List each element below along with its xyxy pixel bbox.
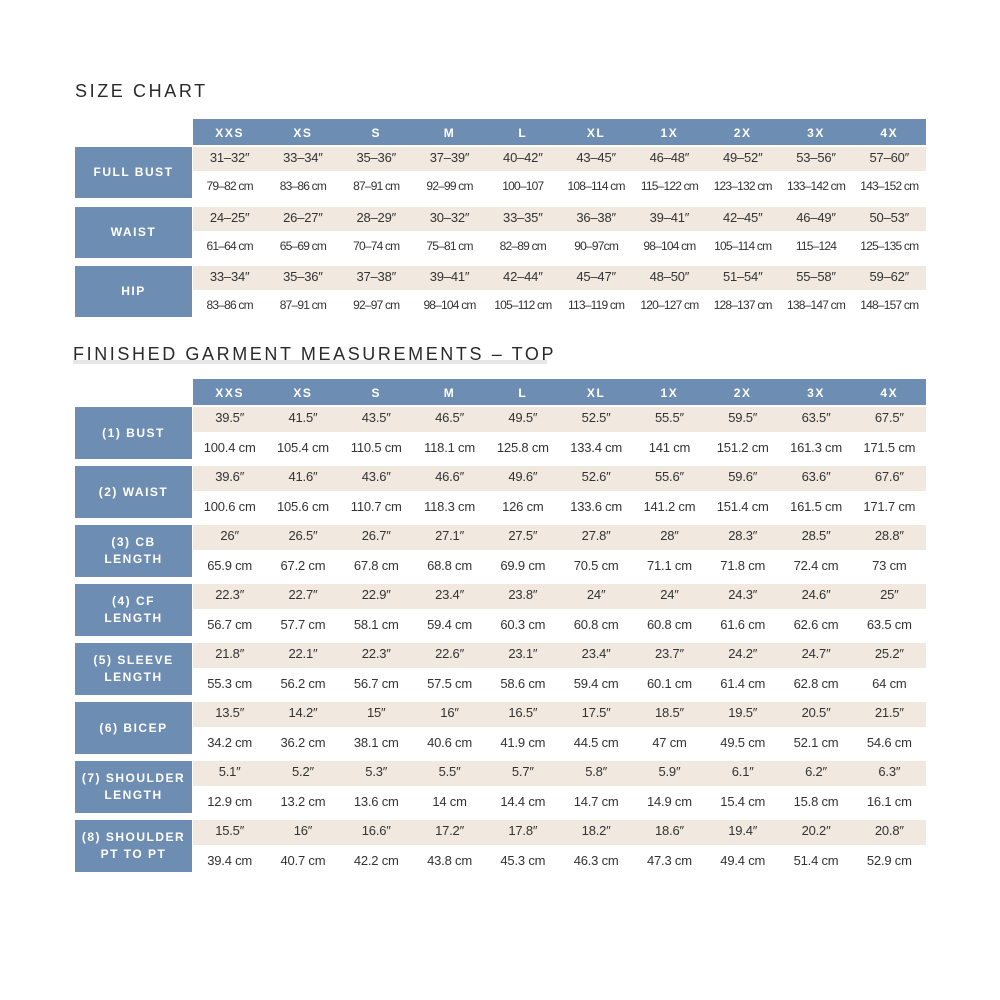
inches-row xyxy=(193,761,926,786)
cm-cell: 56.2 cm xyxy=(280,676,326,691)
cm-row xyxy=(193,845,926,872)
inches-cell: 45–47″ xyxy=(576,269,616,284)
cm-cell: 60.8 cm xyxy=(647,617,692,632)
cm-cell: 133.6 cm xyxy=(570,499,623,514)
inches-cell: 27.1″ xyxy=(435,528,464,543)
inches-cell: 5.2″ xyxy=(292,764,314,779)
inches-cell: 28.5″ xyxy=(801,528,831,543)
cm-cell: 60.1 cm xyxy=(647,676,692,691)
cm-cell: 83–86 cm xyxy=(279,179,327,193)
cm-cell: 65–69 cm xyxy=(279,238,327,253)
cm-cell: 13.6 cm xyxy=(353,794,399,809)
cm-cell: 64 cm xyxy=(872,676,907,691)
inches-cell: 5.5″ xyxy=(438,764,461,779)
cm-cell: 70.5 cm xyxy=(573,558,619,573)
inches-cell: 15″ xyxy=(367,705,386,720)
cm-cell: 105–112 cm xyxy=(494,298,552,312)
inches-cell: 13.5″ xyxy=(215,705,245,720)
inches-cell: 16″ xyxy=(293,823,313,838)
cm-cell: 56.7 cm xyxy=(207,617,253,632)
inches-cell: 17.8″ xyxy=(508,823,538,838)
cm-cell: 68.8 cm xyxy=(427,558,472,573)
inches-cell: 16.5″ xyxy=(508,705,538,720)
inches-row xyxy=(193,820,926,845)
inches-cell: 18.2″ xyxy=(581,823,611,838)
inches-row xyxy=(193,147,926,171)
cm-cell: 47.3 cm xyxy=(647,853,692,868)
inches-cell: 46–48″ xyxy=(649,150,690,165)
cm-cell: 59.4 cm xyxy=(427,617,472,632)
cm-row xyxy=(193,786,926,813)
cm-cell: 79–82 cm xyxy=(206,179,253,193)
cm-cell: 133.4 cm xyxy=(570,440,623,455)
cm-cell: 46.3 cm xyxy=(573,853,619,868)
row-label: (8) SHOULDER PT TO PT xyxy=(75,820,192,872)
cm-cell: 44.5 cm xyxy=(573,735,619,750)
cm-cell: 126 cm xyxy=(502,499,544,514)
measurement-group xyxy=(75,584,926,636)
inches-cell: 25″ xyxy=(880,587,899,602)
inches-row xyxy=(193,584,926,609)
cm-cell: 38.1 cm xyxy=(353,735,399,750)
cm-cell: 72.4 cm xyxy=(793,558,839,573)
row-label: (1) BUST xyxy=(75,407,192,459)
inches-cell: 67.6″ xyxy=(874,469,904,484)
cm-cell: 115–124 xyxy=(795,238,837,253)
cm-cell: 105.4 cm xyxy=(277,440,329,455)
cm-cell: 148–157 cm xyxy=(860,298,919,312)
inches-cell: 23.7″ xyxy=(654,646,684,661)
cm-cell: 12.9 cm xyxy=(207,794,253,809)
inches-cell: 23.4″ xyxy=(581,646,611,661)
inches-cell: 23.8″ xyxy=(508,587,538,602)
inches-cell: 24.2″ xyxy=(728,646,758,661)
cm-cell: 69.9 cm xyxy=(500,558,546,573)
inches-cell: 20.2″ xyxy=(801,823,831,838)
measurement-group xyxy=(75,207,926,258)
row-label: FULL BUST xyxy=(75,147,192,198)
cm-cell: 151.2 cm xyxy=(716,440,769,455)
cm-cell: 41.9 cm xyxy=(500,735,546,750)
inches-cell: 6.3″ xyxy=(878,764,901,779)
cm-cell: 15.4 cm xyxy=(720,794,766,809)
cm-cell: 54.6 cm xyxy=(866,735,912,750)
measurement-group xyxy=(75,643,926,695)
measurement-group xyxy=(75,820,926,872)
cm-cell: 70–74 cm xyxy=(353,238,400,253)
inches-cell: 40–42″ xyxy=(503,150,543,165)
size-header-cell: XS xyxy=(293,126,313,140)
size-header-cell: 1X xyxy=(660,126,679,140)
inches-cell: 46.5″ xyxy=(435,410,464,425)
cm-cell: 14.9 cm xyxy=(647,794,692,809)
cm-cell: 125.8 cm xyxy=(496,440,549,455)
cm-cell: 14.7 cm xyxy=(573,794,619,809)
cm-cell: 100–107 xyxy=(502,179,544,193)
cm-cell: 171.7 cm xyxy=(863,499,916,514)
inches-cell: 23.4″ xyxy=(435,587,464,602)
cm-cell: 71.1 cm xyxy=(647,558,692,573)
cm-cell: 16.1 cm xyxy=(866,794,912,809)
size-header-row xyxy=(193,379,926,405)
inches-cell: 48–50″ xyxy=(649,269,690,284)
cm-cell: 56.7 cm xyxy=(353,676,399,691)
cm-cell: 120–127 cm xyxy=(640,298,699,312)
cm-cell: 105–114 cm xyxy=(714,238,772,253)
size-header-cell: S xyxy=(371,126,382,140)
cm-cell: 171.5 cm xyxy=(863,440,916,455)
size-header-cell: XXS xyxy=(215,386,245,400)
size-header-cell: XS xyxy=(293,386,313,400)
size-header-cell: 2X xyxy=(733,126,752,140)
finished-garment-title: FINISHED GARMENT MEASUREMENTS – TOP xyxy=(73,344,557,364)
inches-cell: 43.6″ xyxy=(361,469,391,484)
size-chart-title: SIZE CHART xyxy=(75,81,208,101)
inches-cell: 49.6″ xyxy=(508,469,538,484)
inches-cell: 24″ xyxy=(586,587,606,602)
cm-cell: 60.3 cm xyxy=(500,617,546,632)
cm-cell: 14 cm xyxy=(432,794,467,809)
inches-cell: 59.6″ xyxy=(728,469,758,484)
inches-cell: 39–41″ xyxy=(649,209,690,225)
inches-cell: 28.3″ xyxy=(728,528,758,543)
cm-cell: 113–119 cm xyxy=(567,298,625,312)
inches-cell: 22.9″ xyxy=(361,587,391,602)
inches-cell: 57–60″ xyxy=(869,150,910,165)
inches-cell: 24–25″ xyxy=(209,209,250,225)
cm-cell: 61–64 cm xyxy=(206,238,253,253)
cm-row xyxy=(193,290,926,317)
cm-cell: 71.8 cm xyxy=(720,558,766,573)
cm-cell: 34.2 cm xyxy=(207,735,253,750)
cm-cell: 138–147 cm xyxy=(786,298,846,312)
cm-cell: 73 cm xyxy=(872,558,907,573)
inches-cell: 28″ xyxy=(660,528,679,543)
inches-cell: 5.1″ xyxy=(218,764,241,779)
measurement-group xyxy=(75,407,926,459)
inches-cell: 15.5″ xyxy=(215,823,245,838)
row-label: WAIST xyxy=(75,207,192,258)
inches-cell: 14.2″ xyxy=(288,705,318,720)
inches-cell: 19.4″ xyxy=(728,823,758,838)
cm-cell: 75–81 cm xyxy=(426,238,473,253)
cm-cell: 100.6 cm xyxy=(203,499,256,514)
cm-cell: 123–132 cm xyxy=(713,179,772,193)
row-label: (5) SLEEVE LENGTH xyxy=(75,643,192,695)
cm-row xyxy=(193,171,926,198)
cm-row xyxy=(193,231,926,258)
cm-cell: 45.3 cm xyxy=(500,853,546,868)
size-header-cell: 4X xyxy=(880,126,899,140)
inches-cell: 21.8″ xyxy=(215,646,245,661)
cm-cell: 60.8 cm xyxy=(573,617,619,632)
inches-cell: 5.3″ xyxy=(365,764,388,779)
cm-cell: 47 cm xyxy=(652,735,687,750)
row-label: (7) SHOULDER LENGTH xyxy=(75,761,192,813)
inches-row xyxy=(193,207,926,231)
inches-cell: 33–34″ xyxy=(209,269,250,284)
inches-cell: 37–38″ xyxy=(356,269,397,284)
cm-cell: 128–137 cm xyxy=(713,298,772,312)
size-header-cell: L xyxy=(518,386,528,400)
inches-cell: 18.6″ xyxy=(654,823,684,838)
inches-cell: 52.5″ xyxy=(581,410,611,425)
size-header-cell: XL xyxy=(586,386,606,400)
inches-cell: 27.8″ xyxy=(581,528,611,543)
inches-cell: 5.7″ xyxy=(511,764,534,779)
row-label: HIP xyxy=(75,266,192,317)
cm-cell: 133–142 cm xyxy=(786,179,846,193)
inches-cell: 24″ xyxy=(660,587,679,602)
inches-cell: 6.1″ xyxy=(731,764,754,779)
inches-cell: 24.6″ xyxy=(801,587,831,602)
cm-row xyxy=(193,432,926,459)
size-header-cell: 4X xyxy=(880,386,899,400)
inches-cell: 59–62″ xyxy=(869,269,910,284)
cm-cell: 62.8 cm xyxy=(793,676,839,691)
inches-cell: 55.6″ xyxy=(654,469,684,484)
size-header-cell: XXS xyxy=(215,126,245,140)
inches-cell: 21.5″ xyxy=(874,705,904,720)
cm-cell: 43.8 cm xyxy=(427,853,472,868)
inches-cell: 33–35″ xyxy=(503,209,543,225)
cm-cell: 110.5 cm xyxy=(350,440,402,455)
inches-cell: 33–34″ xyxy=(283,150,323,165)
inches-cell: 17.5″ xyxy=(581,705,611,720)
inches-cell: 24.7″ xyxy=(801,646,831,661)
cm-cell: 52.9 cm xyxy=(866,853,912,868)
inches-cell: 39–41″ xyxy=(429,269,470,284)
measurement-group xyxy=(75,702,926,754)
size-header-cell: M xyxy=(443,386,456,400)
size-header-row xyxy=(193,119,926,145)
cm-row xyxy=(193,609,926,636)
measurement-group xyxy=(75,266,926,317)
inches-cell: 17.2″ xyxy=(435,823,464,838)
inches-cell: 46.6″ xyxy=(435,469,464,484)
inches-cell: 22.7″ xyxy=(288,587,318,602)
inches-cell: 26.7″ xyxy=(361,528,391,543)
cm-cell: 58.6 cm xyxy=(500,676,546,691)
inches-cell: 26″ xyxy=(220,528,239,543)
inches-cell: 22.1″ xyxy=(288,646,318,661)
inches-cell: 42–44″ xyxy=(503,269,543,284)
cm-cell: 110.7 cm xyxy=(350,499,402,514)
cm-cell: 40.6 cm xyxy=(427,735,472,750)
size-header-cell: 3X xyxy=(807,386,825,400)
cm-cell: 115–122 cm xyxy=(640,179,699,193)
row-label: (3) CB LENGTH xyxy=(75,525,192,577)
measurement-group xyxy=(75,147,926,198)
inches-row xyxy=(193,407,926,432)
cm-cell: 82–89 cm xyxy=(499,238,546,253)
inches-cell: 5.9″ xyxy=(658,764,681,779)
cm-cell: 62.6 cm xyxy=(793,617,839,632)
inches-cell: 50–53″ xyxy=(869,209,910,225)
cm-row xyxy=(193,668,926,695)
cm-cell: 100.4 cm xyxy=(203,440,256,455)
cm-cell: 57.5 cm xyxy=(427,676,472,691)
inches-cell: 23.1″ xyxy=(508,646,538,661)
inches-cell: 35–36″ xyxy=(356,150,397,165)
cm-cell: 67.8 cm xyxy=(353,558,399,573)
inches-cell: 16″ xyxy=(440,705,459,720)
inches-cell: 22.3″ xyxy=(361,646,391,661)
inches-row xyxy=(193,466,926,491)
cm-cell: 65.9 cm xyxy=(207,558,253,573)
inches-cell: 49.5″ xyxy=(508,410,538,425)
inches-cell: 24.3″ xyxy=(728,587,758,602)
cm-cell: 49.5 cm xyxy=(720,735,766,750)
cm-cell: 36.2 cm xyxy=(280,735,326,750)
cm-row xyxy=(193,727,926,754)
cm-cell: 87–91 cm xyxy=(353,179,400,193)
cm-cell: 83–86 cm xyxy=(206,298,253,312)
inches-cell: 39.5″ xyxy=(215,410,245,425)
cm-cell: 13.2 cm xyxy=(280,794,326,809)
cm-cell: 59.4 cm xyxy=(573,676,619,691)
measurement-group xyxy=(75,761,926,813)
inches-cell: 19.5″ xyxy=(728,705,758,720)
cm-cell: 141 cm xyxy=(648,440,691,455)
inches-row xyxy=(193,525,926,550)
inches-cell: 26.5″ xyxy=(288,528,318,543)
size-header-cell: 2X xyxy=(733,386,752,400)
cm-cell: 141.2 cm xyxy=(643,499,696,514)
inches-cell: 39.6″ xyxy=(215,469,245,484)
cm-cell: 39.4 cm xyxy=(207,853,253,868)
inches-cell: 20.8″ xyxy=(874,823,904,838)
inches-cell: 35–36″ xyxy=(283,269,323,284)
cm-cell: 87–91 cm xyxy=(279,298,327,312)
inches-cell: 43.5″ xyxy=(361,410,391,425)
inches-row xyxy=(193,702,926,727)
inches-cell: 28.8″ xyxy=(874,528,904,543)
cm-cell: 49.4 cm xyxy=(720,853,766,868)
inches-cell: 41.5″ xyxy=(288,410,318,425)
row-label: (2) WAIST xyxy=(75,466,192,518)
inches-cell: 49–52″ xyxy=(722,150,763,165)
cm-cell: 92–97 cm xyxy=(353,298,400,312)
cm-cell: 105.6 cm xyxy=(277,499,329,514)
inches-cell: 51–54″ xyxy=(722,269,763,284)
cm-cell: 58.1 cm xyxy=(353,617,399,632)
size-header-cell: 1X xyxy=(660,386,679,400)
inches-row xyxy=(193,643,926,668)
cm-cell: 98–104 cm xyxy=(643,238,696,253)
cm-cell: 63.5 cm xyxy=(866,617,912,632)
cm-cell: 118.3 cm xyxy=(424,499,475,514)
inches-cell: 43–45″ xyxy=(576,150,616,165)
cm-cell: 52.1 cm xyxy=(793,735,839,750)
cm-cell: 67.2 cm xyxy=(280,558,326,573)
inches-cell: 22.3″ xyxy=(215,587,245,602)
cm-cell: 57.7 cm xyxy=(280,617,326,632)
cm-row xyxy=(193,550,926,577)
size-header-cell: XL xyxy=(586,126,606,140)
cm-row xyxy=(193,491,926,518)
cm-cell: 125–135 cm xyxy=(860,238,919,253)
cm-cell: 40.7 cm xyxy=(280,853,326,868)
inches-cell: 20.5″ xyxy=(801,705,831,720)
cm-cell: 108–114 cm xyxy=(567,179,625,193)
cm-cell: 92–99 cm xyxy=(426,179,473,193)
inches-cell: 52.6″ xyxy=(581,469,611,484)
size-header-cell: M xyxy=(443,126,456,140)
inches-cell: 6.2″ xyxy=(805,764,827,779)
cm-cell: 118.1 cm xyxy=(424,440,475,455)
inches-cell: 67.5″ xyxy=(874,410,904,425)
row-label: (4) CF LENGTH xyxy=(75,584,192,636)
inches-cell: 53–56″ xyxy=(796,150,836,165)
inches-cell: 25.2″ xyxy=(874,646,904,661)
inches-cell: 55.5″ xyxy=(654,410,684,425)
row-label: (6) BICEP xyxy=(75,702,192,754)
inches-cell: 22.6″ xyxy=(435,646,464,661)
cm-cell: 151.4 cm xyxy=(716,499,769,514)
inches-cell: 37–39″ xyxy=(429,150,470,165)
cm-cell: 42.2 cm xyxy=(353,853,399,868)
inches-cell: 5.8″ xyxy=(585,764,608,779)
size-header-cell: L xyxy=(518,126,528,140)
inches-cell: 41.6″ xyxy=(288,469,318,484)
inches-cell: 26–27″ xyxy=(283,209,323,225)
cm-cell: 55.3 cm xyxy=(207,676,253,691)
inches-cell: 55–58″ xyxy=(796,269,836,284)
cm-cell: 61.6 cm xyxy=(720,617,766,632)
inches-cell: 27.5″ xyxy=(508,528,538,543)
inches-cell: 18.5″ xyxy=(654,705,684,720)
inches-cell: 36–38″ xyxy=(576,209,616,225)
measurement-group xyxy=(75,466,926,518)
cm-cell: 90–97cm xyxy=(574,238,619,253)
inches-cell: 59.5″ xyxy=(728,410,758,425)
cm-cell: 15.8 cm xyxy=(793,794,839,809)
inches-cell: 28–29″ xyxy=(356,209,397,225)
inches-cell: 42–45″ xyxy=(722,209,763,225)
inches-cell: 63.6″ xyxy=(801,469,831,484)
size-header-cell: 3X xyxy=(807,126,825,140)
cm-cell: 143–152 cm xyxy=(860,179,919,193)
measurement-group xyxy=(75,525,926,577)
cm-cell: 61.4 cm xyxy=(720,676,766,691)
cm-cell: 161.5 cm xyxy=(790,499,842,514)
cm-cell: 51.4 cm xyxy=(793,853,839,868)
inches-cell: 31–32″ xyxy=(209,150,250,165)
inches-cell: 46–49″ xyxy=(796,209,836,225)
cm-cell: 161.3 cm xyxy=(790,440,842,455)
cm-cell: 14.4 cm xyxy=(500,794,546,809)
inches-cell: 63.5″ xyxy=(801,410,831,425)
cm-cell: 98–104 cm xyxy=(423,298,476,312)
size-header-cell: S xyxy=(371,386,382,400)
inches-cell: 30–32″ xyxy=(429,209,470,225)
inches-row xyxy=(193,266,926,290)
inches-cell: 16.6″ xyxy=(361,823,391,838)
